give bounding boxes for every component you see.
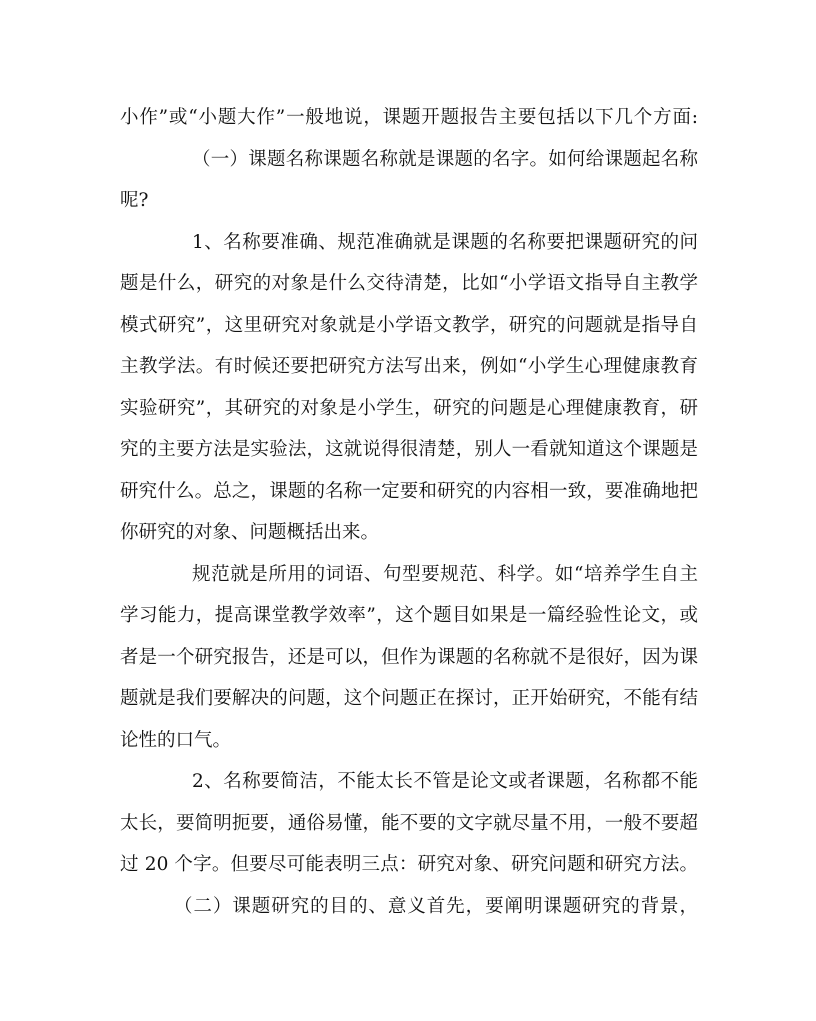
text-line: 学习能力，提高课堂教学效率”，这个题目如果是一篇经验性论文，或 — [120, 605, 698, 626]
text-line: 题是什么，研究的对象是什么交待清楚，比如“小学语文指导自主教学 — [120, 273, 698, 294]
text-line: 模式研究”，这里研究对象就是小学语文教学，研究的问题就是指导自 — [120, 314, 698, 336]
document-body — [120, 97, 698, 927]
text-line: （二）课题研究的目的、意义首先，要阐明课题研究的背景， — [174, 895, 698, 917]
text-line: 主教学法。有时候还要把研究方法写出来，例如“小学生心理健康教育 — [120, 356, 698, 377]
text-line: 呢? — [120, 190, 149, 211]
text-line: 者是一个研究报告，还是可以，但作为课题的名称就不是很好，因为课 — [120, 646, 698, 668]
text-line: 论性的口气。 — [120, 729, 232, 751]
text-line: 实验研究”，其研究的对象是小学生，研究的问题是心理健康教育，研 — [120, 397, 698, 419]
text-line: 过 20 个字。但要尽可能表明三点：研究对象、研究问题和研究方法。 — [120, 854, 698, 875]
text-line: 1、名称要准确、规范准确就是课题的名称要把课题研究的问 — [192, 231, 698, 253]
text-line: （一）课题名称课题名称就是课题的名字。如何给课题起名称 — [192, 148, 698, 170]
text-line: 题就是我们要解决的问题，这个问题正在探讨，正开始研究，不能有结 — [120, 688, 698, 709]
text-line: 究的主要方法是实验法，这就说得很清楚，别人一看就知道这个课题是 — [120, 439, 698, 460]
text-line: 你研究的对象、问题概括出来。 — [120, 522, 380, 543]
text-line: 2、名称要简洁，不能太长不管是论文或者课题，名称都不能 — [192, 771, 698, 792]
text-line: 太长，要简明扼要，通俗易懂，能不要的文字就尽量不用，一般不要超 — [120, 812, 698, 834]
text-line: 规范就是所用的词语、句型要规范、科学。如“培养学生自主 — [192, 563, 698, 585]
text-line: 小作”或“小题大作”一般地说，课题开题报告主要包括以下几个方面: — [120, 107, 698, 128]
text-line: 研究什么。总之，课题的名称一定要和研究的内容相一致，要准确地把 — [120, 480, 698, 502]
